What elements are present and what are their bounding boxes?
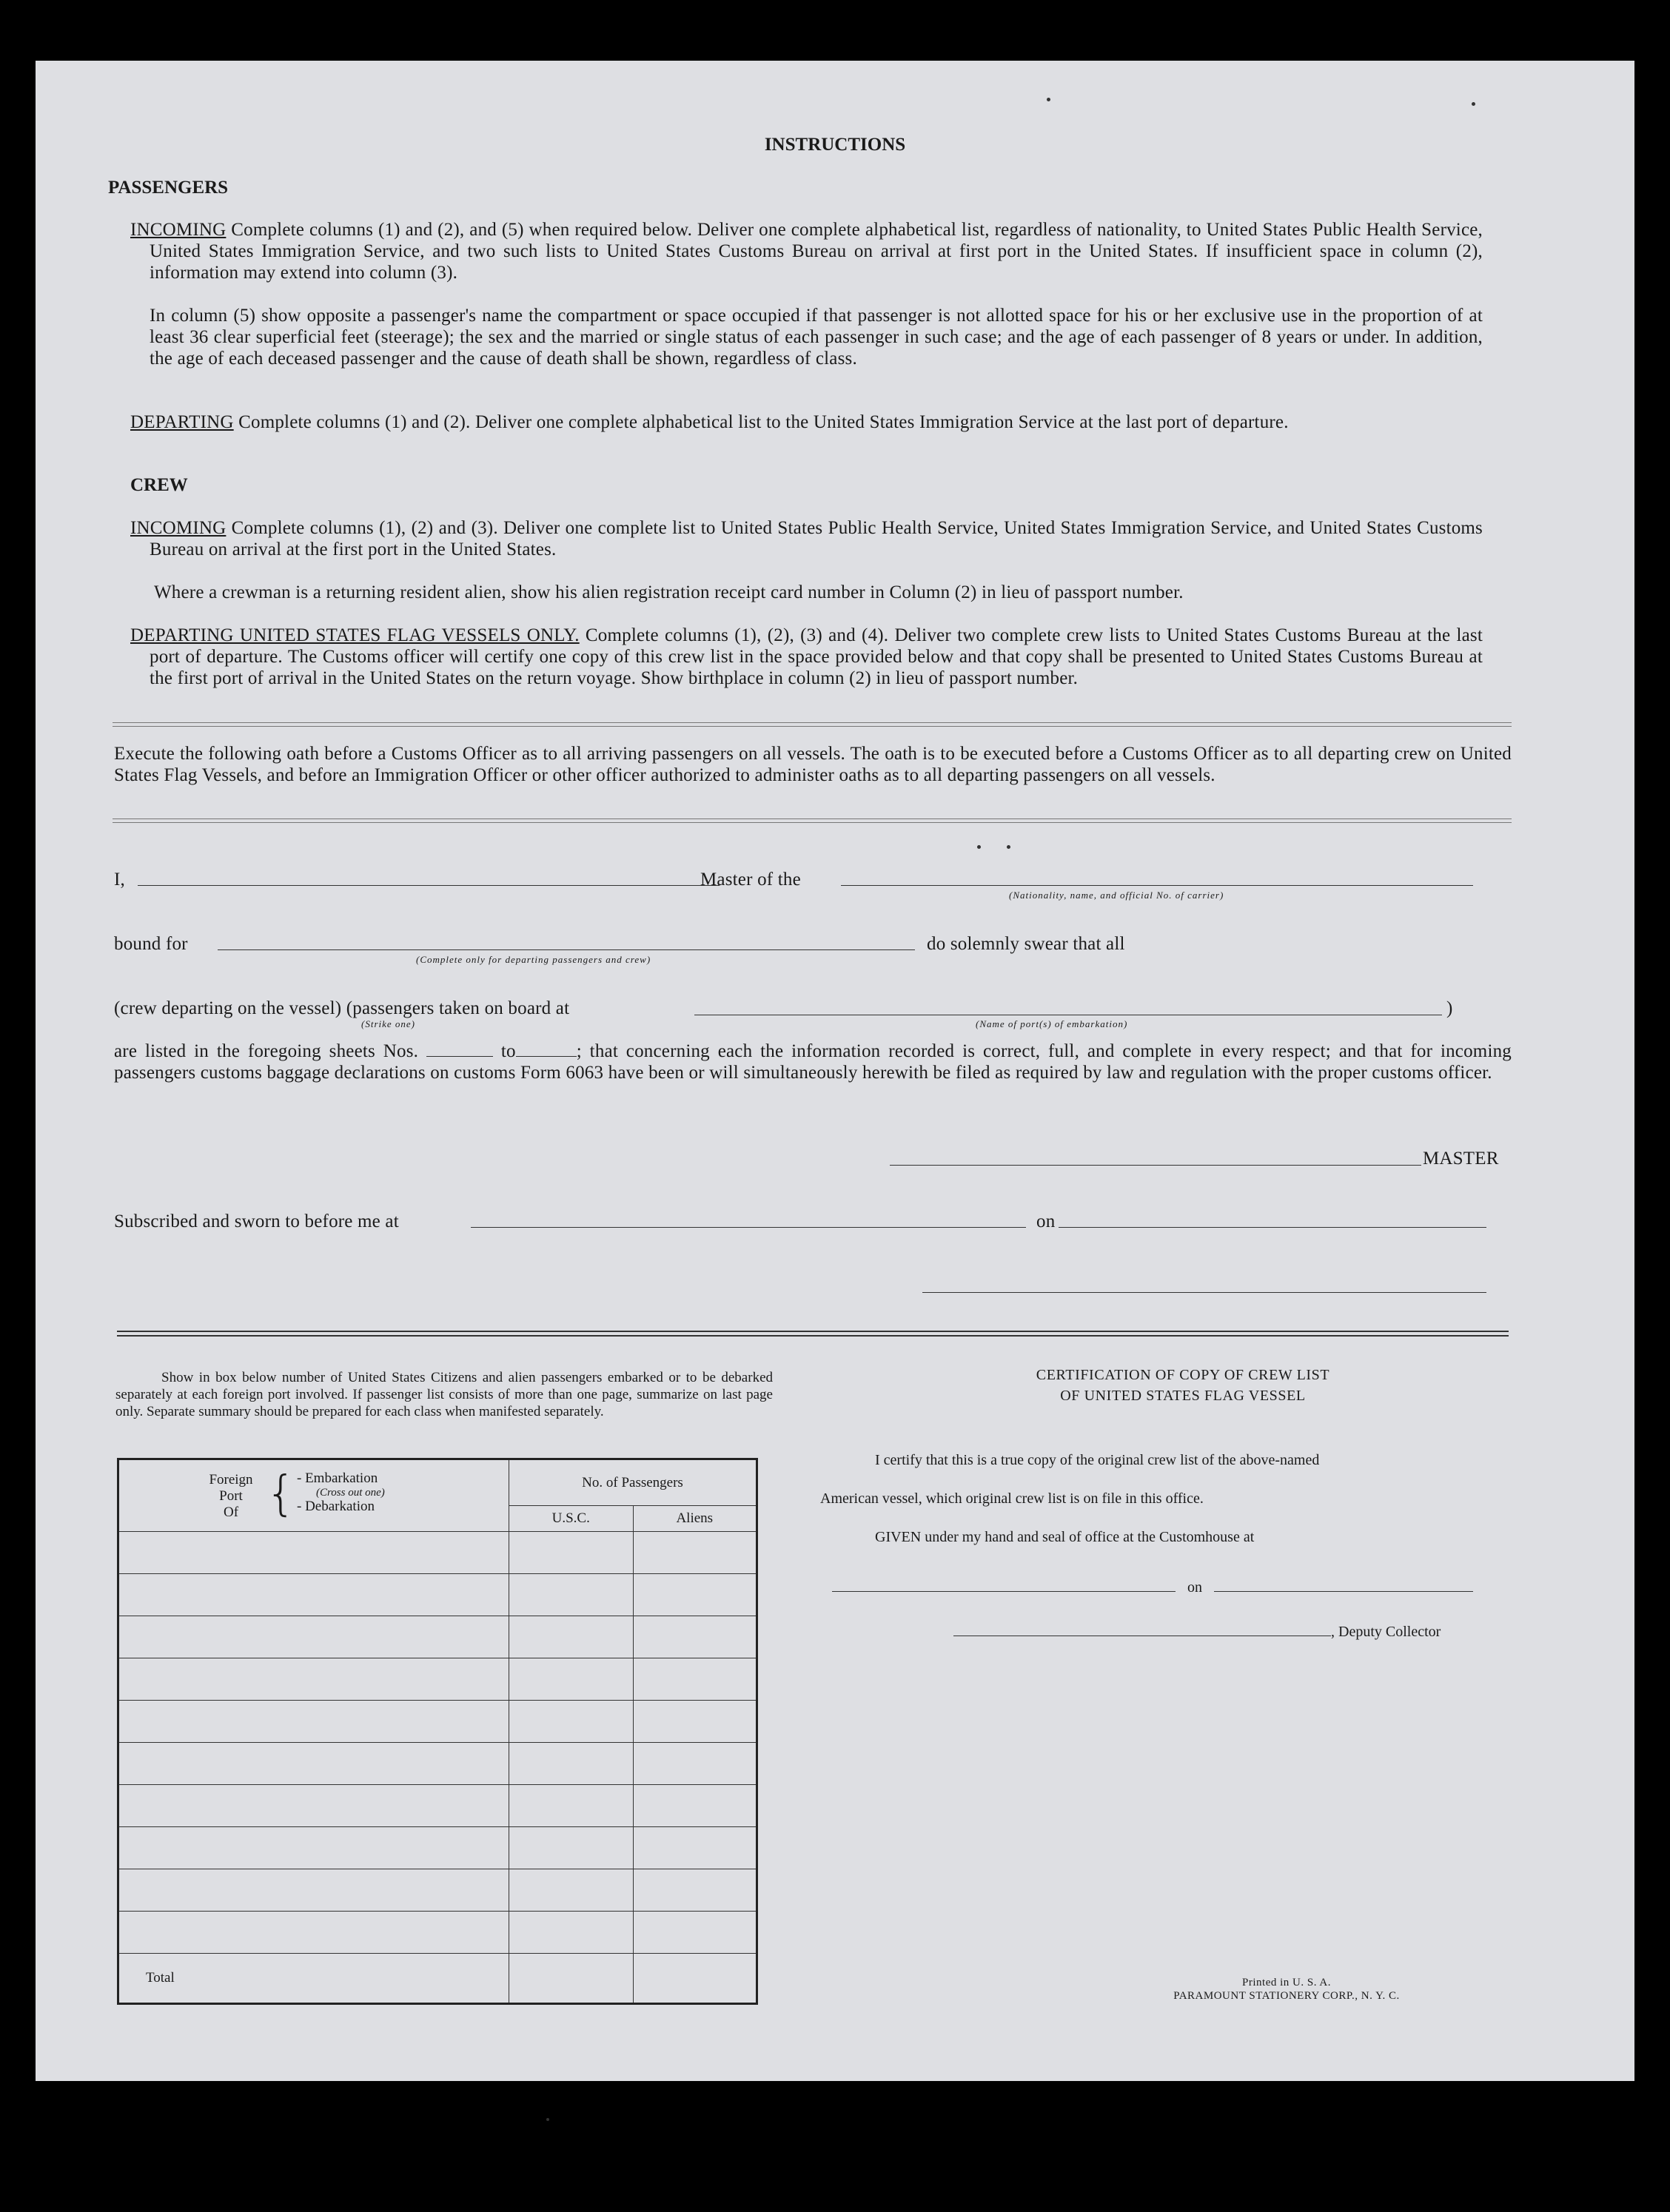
departing-text: Complete columns (1) and (2). Deliver one complete alphabetical list to the United States Immigration Service at the last port of departure.	[233, 412, 1289, 432]
crew-incoming-paragraph	[130, 517, 1483, 560]
aliens-cell[interactable]	[633, 1532, 757, 1574]
port-cell[interactable]	[118, 1827, 509, 1869]
passengers-incoming-paragraph	[130, 219, 1483, 283]
customhouse-field[interactable]	[832, 1591, 1176, 1592]
usc-cell[interactable]	[509, 1869, 633, 1912]
embarkation-label: - Embarkation	[297, 1470, 378, 1486]
sworn-date-field[interactable]	[1059, 1227, 1486, 1228]
crew-heading: CREW	[130, 475, 188, 495]
master-name-field[interactable]	[138, 885, 720, 886]
certification-title-line2: OF UNITED STATES FLAG VESSEL	[1060, 1388, 1306, 1404]
incoming-text: Complete columns (1) and (2), and (5) when required below. Deliver one complete alphabetical list, regardless of nationality, to United States Public Health Service, United States Immigration Service, and two such lists to United States Customs Bureau on arrival at first port in the United States. If insufficient space in column (2), information may extend into column (3).	[150, 220, 1483, 283]
port-cell[interactable]	[118, 1785, 509, 1827]
given-text: GIVEN under my hand and seal of office at the Customhouse at	[875, 1529, 1255, 1545]
to-label: to	[500, 1041, 516, 1061]
carrier-field[interactable]	[841, 885, 1473, 886]
aliens-cell[interactable]	[633, 1701, 757, 1743]
passengers-departing-paragraph	[130, 411, 1483, 433]
officer-signature-field[interactable]	[922, 1292, 1486, 1293]
total-label: Total	[118, 1954, 509, 2004]
sheet-from-field[interactable]	[426, 1041, 493, 1057]
aliens-header: Aliens	[633, 1506, 757, 1532]
usc-cell[interactable]	[509, 1616, 633, 1658]
document-page	[36, 61, 1634, 2081]
port-cell[interactable]	[118, 1912, 509, 1954]
incoming-label: INCOMING	[130, 220, 227, 240]
master-of-the-label: Master of the	[700, 870, 801, 890]
aliens-cell[interactable]	[633, 1827, 757, 1869]
port-cell[interactable]	[118, 1532, 509, 1574]
usc-cell[interactable]	[509, 1574, 633, 1616]
solemnly-swear-label: do solemnly swear that all	[927, 934, 1125, 954]
usc-cell[interactable]	[509, 1743, 633, 1785]
foreign-label: Foreign	[209, 1472, 253, 1487]
certify-line1: I certify that this is a true copy of the original crew list of the above-named	[875, 1452, 1320, 1468]
scan-speck	[546, 2118, 549, 2121]
port-cell[interactable]	[118, 1616, 509, 1658]
aliens-cell[interactable]	[633, 1574, 757, 1616]
foreign-port-header	[118, 1459, 509, 1532]
separator-rule	[113, 722, 1512, 723]
crew-departing-label: (crew departing on the vessel) (passengers taken on board at	[114, 998, 570, 1018]
strike-one-caption: (Strike one)	[361, 1018, 416, 1029]
aliens-cell[interactable]	[633, 1785, 757, 1827]
table-row	[118, 1574, 757, 1616]
deputy-collector-label: , Deputy Collector	[1331, 1624, 1441, 1640]
table-row	[118, 1869, 757, 1912]
certification-title-line1: CERTIFICATION OF COPY OF CREW LIST	[1036, 1367, 1330, 1383]
certify-line2: American vessel, which original crew list is on file in this office.	[820, 1490, 1204, 1507]
port-cell[interactable]	[118, 1869, 509, 1912]
usc-total-cell[interactable]	[509, 1954, 633, 2004]
port-cell[interactable]	[118, 1743, 509, 1785]
usc-cell[interactable]	[509, 1658, 633, 1701]
separator-rule	[117, 1331, 1509, 1332]
table-row	[118, 1616, 757, 1658]
flag-vessels-text: Complete columns (1), (2), (3) and (4). Deliver two complete crew lists to United States Customs Bureau at the last port of departure. The Customs officer will certify one copy of this crew list in the space provided below and that copy shall be presented to United States Customs Bureau at the first port of arrival in the United States on the return voyage. Show birthplace in column (2) in lieu of passport number.	[150, 625, 1483, 688]
nationality-caption: (Nationality, name, and official No. of carrier)	[1009, 890, 1224, 901]
debarkation-label: - Debarkation	[297, 1499, 375, 1514]
cross-out-note: (Cross out one)	[316, 1487, 385, 1499]
aliens-cell[interactable]	[633, 1616, 757, 1658]
departing-label: DEPARTING	[130, 412, 234, 432]
aliens-cell[interactable]	[633, 1869, 757, 1912]
separator-rule	[113, 726, 1512, 727]
certification-on-label: on	[1187, 1579, 1202, 1596]
subscribed-label: Subscribed and sworn to before me at	[114, 1211, 399, 1231]
separator-rule	[117, 1335, 1509, 1337]
master-label: MASTER	[1423, 1149, 1499, 1169]
summary-note: Show in box below number of United States Citizens and alien passengers embarked or to be debarked separately at each foreign port involved. If passenger list consists of more than one page, summarize on last page only. Separate summary should be prepared for each class when manifested separately.	[115, 1370, 773, 1419]
separator-rule	[113, 822, 1512, 823]
table-row	[118, 1658, 757, 1701]
usc-header: U.S.C.	[509, 1506, 633, 1532]
certification-date-field[interactable]	[1214, 1591, 1473, 1592]
sheet-to-field[interactable]	[516, 1041, 577, 1057]
oath-instruction-paragraph: Execute the following oath before a Customs Officer as to all arriving passengers on all vessels. The oath is to be executed before a Customs Officer as to all departing crew on United States Flag Vessels, and before an Immigration Officer or other officer authorized to administer oaths as to all departing passengers on all vessels.	[114, 744, 1512, 785]
crew-incoming-label: INCOMING	[130, 518, 227, 538]
aliens-cell[interactable]	[633, 1743, 757, 1785]
oath-i-label: I,	[114, 870, 125, 890]
passengers-heading: PASSENGERS	[108, 178, 229, 198]
scan-speck	[1007, 845, 1010, 849]
column5-paragraph: In column (5) show opposite a passenger's name the compartment or space occupied if that passenger is not allotted space for his or her exclusive use in the proportion of at least 36 clear superficial feet (steerage); the sex and the married or single status of each passenger in such case; and the age of each passenger of 8 years or under. In addition, the age of each deceased passenger and the cause of death shall be shown, regardless of class.	[150, 306, 1483, 369]
crewman-paragraph: Where a crewman is a returning resident alien, show his alien registration receipt card number in Column (2) in lieu of passport number.	[154, 582, 1184, 602]
table-row	[118, 1912, 757, 1954]
listed-paragraph	[114, 1041, 1512, 1083]
table-row	[118, 1743, 757, 1785]
flag-vessels-paragraph	[130, 625, 1483, 689]
brace-icon: {	[266, 1467, 296, 1522]
sworn-place-field[interactable]	[471, 1227, 1026, 1228]
bound-for-field[interactable]	[218, 949, 915, 950]
no-passengers-header: No. of Passengers	[509, 1459, 757, 1506]
table-row	[118, 1532, 757, 1574]
aliens-total-cell[interactable]	[633, 1954, 757, 2004]
sworn-on-label: on	[1036, 1211, 1056, 1231]
port-label: Port	[219, 1488, 243, 1504]
usc-cell[interactable]	[509, 1785, 633, 1827]
of-label: Of	[223, 1505, 239, 1520]
scan-speck	[1047, 98, 1050, 101]
printer-imprint	[1146, 1976, 1427, 2003]
listed-prefix: are listed in the foregoing sheets Nos.	[114, 1041, 419, 1061]
certification-title	[916, 1365, 1449, 1406]
usc-cell[interactable]	[509, 1912, 633, 1954]
table-row	[118, 1785, 757, 1827]
aliens-cell[interactable]	[633, 1912, 757, 1954]
scan-speck	[977, 845, 981, 849]
flag-vessels-label: DEPARTING UNITED STATES FLAG VESSELS ONLY.	[130, 625, 580, 645]
total-row	[118, 1954, 757, 2004]
usc-cell[interactable]	[509, 1827, 633, 1869]
passenger-summary-table	[117, 1458, 758, 2005]
close-paren: )	[1446, 998, 1453, 1018]
printer-line2: PARAMOUNT STATIONERY CORP., N. Y. C.	[1173, 1990, 1400, 2002]
port-cell[interactable]	[118, 1658, 509, 1701]
table-row	[118, 1701, 757, 1743]
table-row	[118, 1827, 757, 1869]
master-signature-field[interactable]	[890, 1165, 1421, 1166]
port-caption: (Name of port(s) of embarkation)	[976, 1018, 1128, 1029]
usc-cell[interactable]	[509, 1701, 633, 1743]
separator-rule	[113, 818, 1512, 819]
scan-speck	[1472, 102, 1475, 106]
instructions-title: INSTRUCTIONS	[764, 135, 906, 155]
usc-cell[interactable]	[509, 1532, 633, 1574]
printer-line1: Printed in U. S. A.	[1242, 1977, 1331, 1989]
aliens-cell[interactable]	[633, 1658, 757, 1701]
complete-only-caption: (Complete only for departing passengers and crew)	[416, 954, 651, 965]
port-cell[interactable]	[118, 1701, 509, 1743]
port-cell[interactable]	[118, 1574, 509, 1616]
crew-incoming-text: Complete columns (1), (2) and (3). Deliver one complete list to United States Public Health Service, United States Immigration Service, and United States Customs Bureau on arrival at the first port in the United States.	[150, 518, 1483, 559]
listed-text: ; that concerning each the information recorded is correct, full, and complete in every respect; and that for incoming passengers customs baggage declarations on customs Form 6063 have been or will simultaneously herewith be filed as required by law and regulation with the proper customs officer.	[114, 1041, 1512, 1083]
bound-for-label: bound for	[114, 934, 188, 954]
